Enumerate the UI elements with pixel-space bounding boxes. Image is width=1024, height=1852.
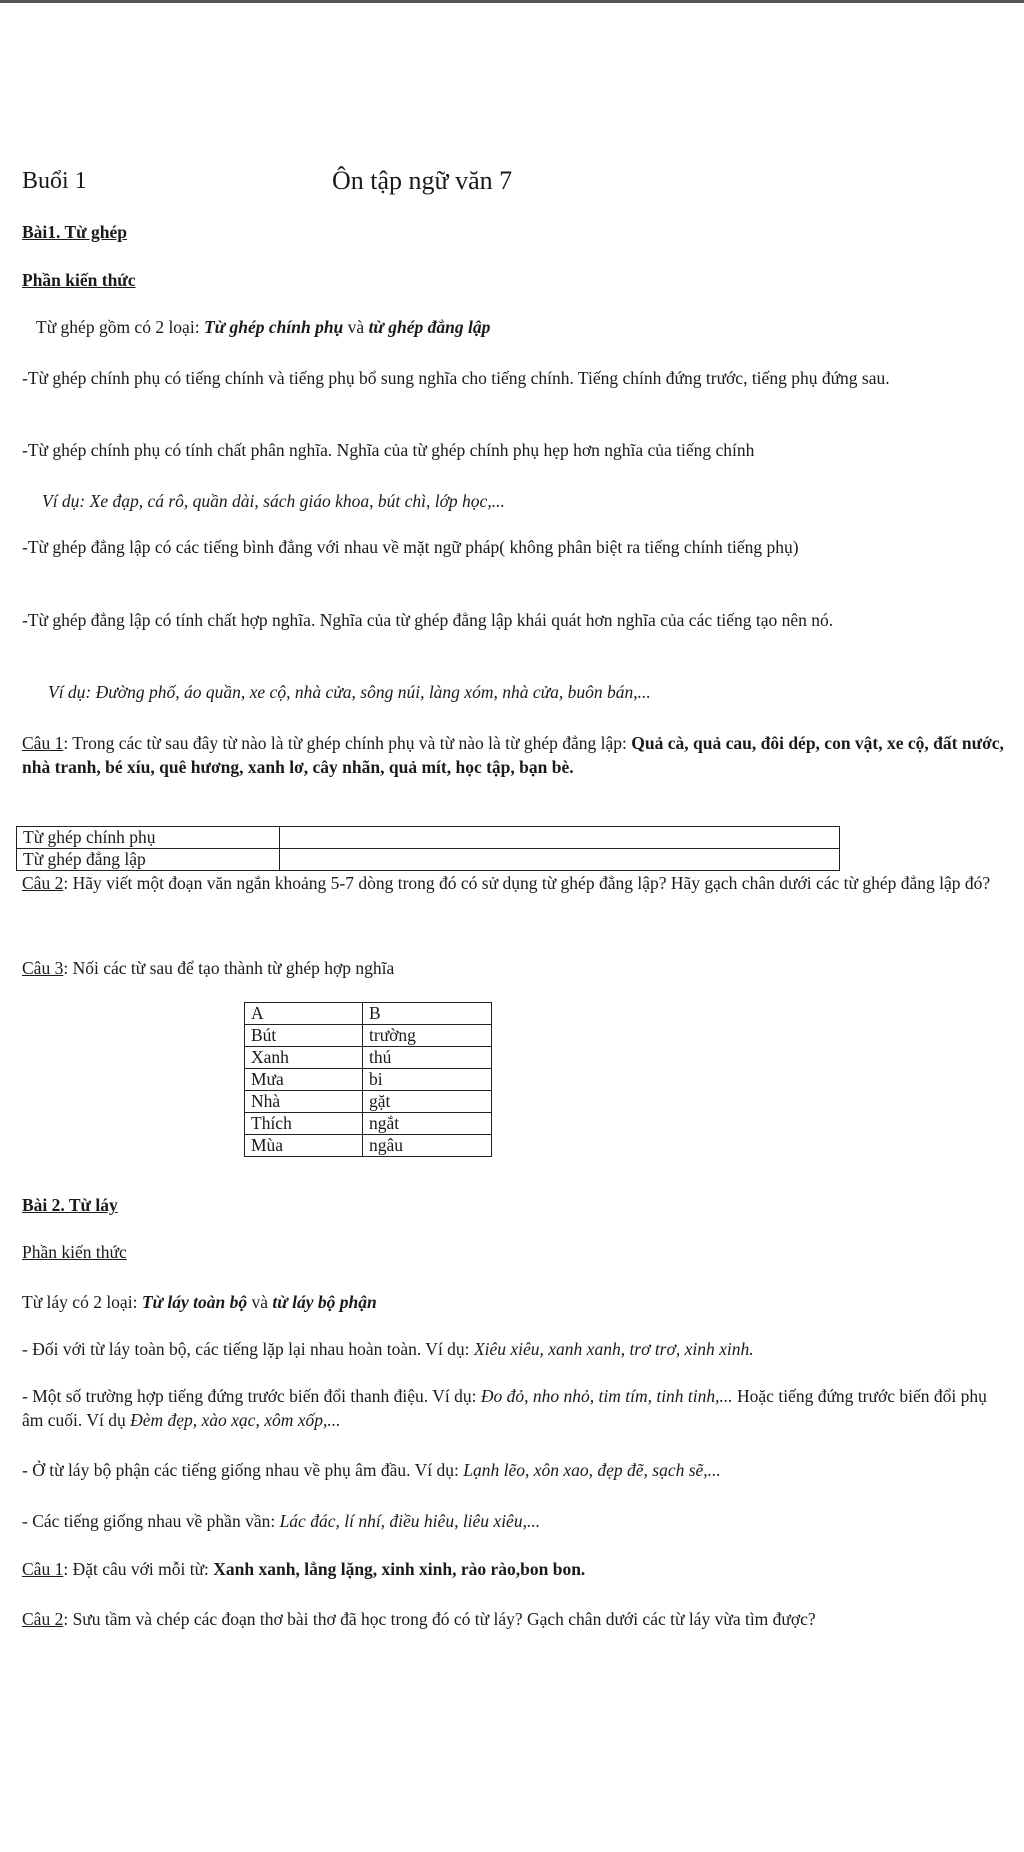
lesson2-heading: Bài 2. Từ láy	[22, 1195, 118, 1215]
question-1-label: Câu 1	[22, 1559, 64, 1579]
classify-table	[16, 826, 840, 871]
question-1-label: Câu 1	[22, 733, 64, 753]
classify-answer-cell[interactable]	[280, 827, 840, 849]
intro-prefix: Từ láy có 2 loại:	[22, 1292, 142, 1312]
page-title: Ôn tập ngữ văn 7	[332, 166, 513, 195]
paragraph-example: Xiêu xiêu, xanh xanh, trơ trơ, xinh xinh.	[473, 1339, 754, 1359]
match-cell-a: Mùa	[245, 1135, 363, 1157]
match-cell-b: ngắt	[363, 1113, 492, 1135]
table-row	[17, 827, 840, 849]
match-cell-b: bi	[363, 1069, 492, 1091]
question-3-label: Câu 3	[22, 958, 64, 978]
paragraph-example: Lác đác, lí nhí, điều hiêu, liêu xiêu,...	[279, 1511, 541, 1531]
lesson1-paragraph-1: -Từ ghép chính phụ có tiếng chính và tiếng phụ bổ sung nghĩa cho tiếng chính. Tiếng chính đứng trước, tiếng phụ đứng sau.	[22, 368, 890, 388]
intro-type1: Từ láy toàn bộ	[141, 1292, 248, 1312]
lesson1-paragraph-2: -Từ ghép chính phụ có tính chất phân nghĩa. Nghĩa của từ ghép chính phụ hẹp hơn nghĩa của tiếng chính	[22, 440, 755, 460]
match-table	[244, 1002, 492, 1157]
table-row	[245, 1135, 492, 1157]
paragraph-example: Lạnh lẽo, xôn xao, đẹp đẽ, sạch sẽ,...	[463, 1460, 721, 1480]
lesson1-paragraph-4: -Từ ghép đẳng lập có tính chất hợp nghĩa. Nghĩa của từ ghép đẳng lập khái quát hơn nghĩa của các tiếng tạo nên nó.	[22, 610, 834, 630]
match-header-a: A	[245, 1003, 363, 1025]
paragraph-text: - Ở từ láy bộ phận các tiếng giống nhau về phụ âm đầu. Ví dụ:	[22, 1460, 464, 1480]
question-1-text: : Trong các từ sau đây từ nào là từ ghép chính phụ và từ nào là từ ghép đẳng lập:	[63, 733, 632, 753]
lesson2-question-2	[22, 1607, 1012, 1631]
classify-row-label: Từ ghép chính phụ	[17, 827, 280, 849]
lesson1-example-1: Ví dụ: Xe đạp, cá rô, quần dài, sách giáo khoa, bút chì, lớp học,...	[42, 491, 505, 511]
question-2-text: : Hãy viết một đoạn văn ngắn khoảng 5-7 dòng trong đó có sử dụng từ ghép đẳng lập? Hãy gạch chân dưới các từ ghép đẳng lập đó?	[63, 873, 991, 893]
top-border	[0, 0, 1024, 3]
table-row	[245, 1047, 492, 1069]
match-cell-b: trường	[363, 1025, 492, 1047]
paragraph-text: - Đối với từ láy toàn bộ, các tiếng lặp lại nhau hoàn toàn. Ví dụ:	[22, 1339, 474, 1359]
match-cell-a: Mưa	[245, 1069, 363, 1091]
lesson2-knowledge-heading: Phần kiến thức	[22, 1242, 127, 1262]
intro-prefix: Từ ghép gồm có 2 loại:	[36, 317, 204, 337]
intro-mid: và	[343, 317, 369, 337]
match-header-b: B	[363, 1003, 492, 1025]
question-2-label: Câu 2	[22, 873, 64, 893]
session-label: Buổi 1	[22, 168, 87, 194]
paragraph-example-2: Đèm đẹp, xào xạc, xôm xốp,...	[130, 1410, 341, 1430]
lesson1-knowledge-heading: Phần kiến thức	[22, 270, 136, 290]
table-row	[245, 1113, 492, 1135]
question-3-text: : Nối các từ sau để tạo thành từ ghép hợp nghĩa	[63, 958, 395, 978]
match-cell-b: thú	[363, 1047, 492, 1069]
lesson1-question-2	[22, 871, 1012, 895]
paragraph-text: - Một số trường hợp tiếng đứng trước biến đổi thanh điệu. Ví dụ:	[22, 1386, 481, 1406]
lesson2-intro	[22, 1290, 377, 1314]
table-header-row	[245, 1003, 492, 1025]
question-2-text: : Sưu tầm và chép các đoạn thơ bài thơ đã học trong đó có từ láy? Gạch chân dưới các từ láy vừa tìm được?	[63, 1609, 816, 1629]
intro-type2: từ ghép đẳng lập	[368, 317, 491, 337]
table-row	[17, 849, 840, 871]
lesson2-question-1	[22, 1557, 1012, 1581]
lesson1-question-1	[22, 731, 1012, 779]
lesson2-paragraph-3	[22, 1458, 1012, 1482]
classify-answer-cell[interactable]	[280, 849, 840, 871]
lesson1-example-2: Ví dụ: Đường phố, áo quần, xe cộ, nhà cửa, sông núi, làng xóm, nhà cửa, buôn bán,...	[48, 682, 651, 702]
match-cell-a: Bút	[245, 1025, 363, 1047]
intro-mid: và	[247, 1292, 273, 1312]
classify-row-label: Từ ghép đẳng lập	[17, 849, 280, 871]
question-2-label: Câu 2	[22, 1609, 64, 1629]
lesson1-question-3	[22, 956, 394, 980]
match-cell-a: Nhà	[245, 1091, 363, 1113]
table-row	[245, 1069, 492, 1091]
lesson2-paragraph-1	[22, 1337, 1012, 1361]
intro-type2: từ láy bộ phận	[272, 1292, 377, 1312]
table-row	[245, 1025, 492, 1047]
paragraph-text: - Các tiếng giống nhau về phần vần:	[22, 1511, 280, 1531]
lesson1-paragraph-3: -Từ ghép đẳng lập có các tiếng bình đẳng với nhau về mặt ngữ pháp( không phân biệt ra tiếng chính tiếng phụ)	[22, 537, 799, 557]
intro-type1: Từ ghép chính phụ	[203, 317, 344, 337]
paragraph-example: Đo đỏ, nho nhỏ, tim tím, tinh tinh,...	[480, 1386, 733, 1406]
question-1-words: Quả cà, quả cau, đôi dép, con vật, xe cộ, đất nước, nhà tranh, bé xíu, quê hương, xanh lơ, cây nhãn, quả mít, học tập, bạn bè.	[22, 733, 1004, 777]
lesson2-paragraph-2	[22, 1384, 1012, 1432]
lesson2-paragraph-4	[22, 1509, 1012, 1533]
match-cell-a: Thích	[245, 1113, 363, 1135]
match-cell-a: Xanh	[245, 1047, 363, 1069]
match-cell-b: gặt	[363, 1091, 492, 1113]
lesson1-heading: Bài1. Từ ghép	[22, 222, 127, 242]
table-row	[245, 1091, 492, 1113]
match-cell-b: ngâu	[363, 1135, 492, 1157]
lesson1-intro	[36, 315, 490, 339]
paragraph-text-2: Hoặc tiếng đứng trước biến đổi phụ âm cuối. Ví dụ	[22, 1386, 987, 1430]
question-1-words: Xanh xanh, lẳng lặng, xinh xinh, rào rào,bon bon.	[213, 1559, 586, 1579]
question-1-text: : Đặt câu với mỗi từ:	[63, 1559, 214, 1579]
